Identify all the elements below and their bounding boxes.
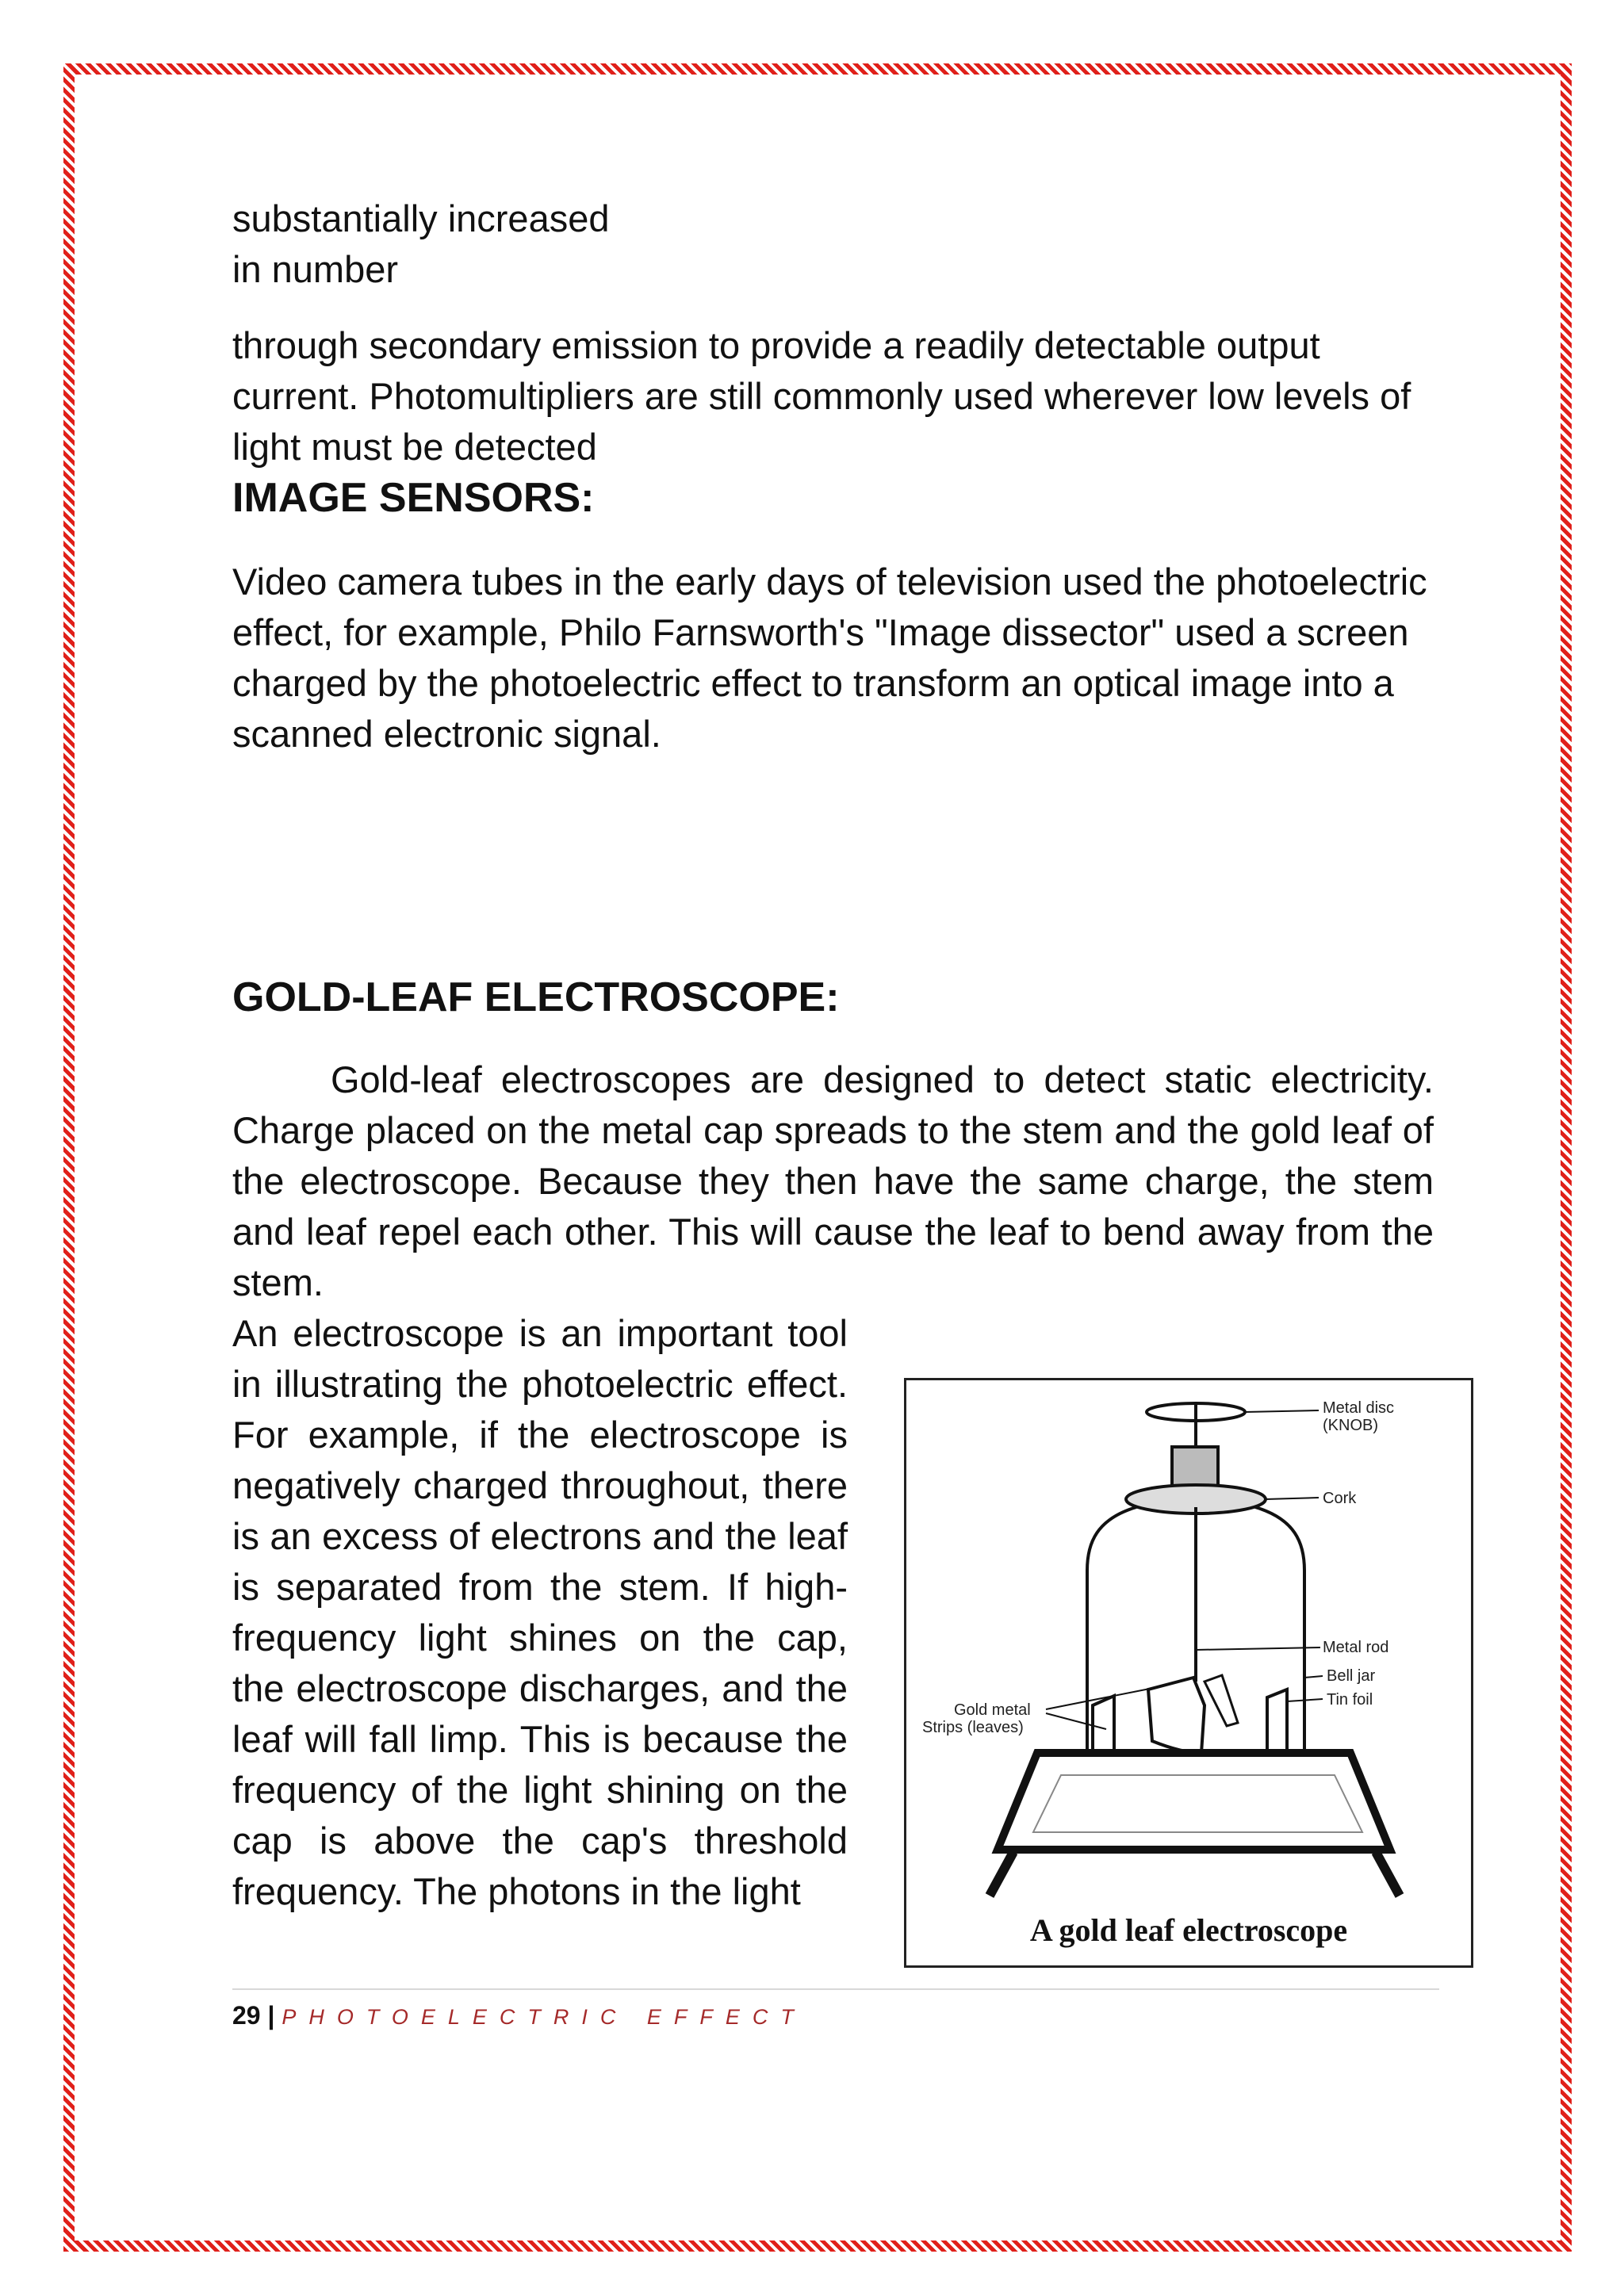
electroscope-drawing xyxy=(906,1380,1471,1965)
electroscope-heading: GOLD-LEAF ELECTROSCOPE: xyxy=(232,974,840,1020)
footer-separator: | xyxy=(267,2001,275,2030)
label-knob: (KNOB) xyxy=(1323,1417,1378,1434)
image-sensors-paragraph: Video camera tubes in the early days of television used the photoelectric effect, for example, Philo Farnsworth's "Image dissector" used a screen charged by the photoelectric effect to transform an optical image into a scanned electronic signal. xyxy=(232,561,1427,755)
electroscope-figure xyxy=(904,1378,1473,1968)
footer-rule xyxy=(232,1988,1439,1990)
page-footer xyxy=(232,1999,806,2033)
label-bell-jar: Bell jar xyxy=(1327,1667,1376,1685)
image-sensors-heading: IMAGE SENSORS: xyxy=(232,475,595,521)
page-number: 29 xyxy=(232,2001,261,2030)
continued-paragraph: through secondary emission to provide a readily detectable output current. Photomultipliers are still commonly used wherever low levels of light must be detected xyxy=(232,324,1411,468)
label-cork: Cork xyxy=(1323,1490,1357,1507)
label-tin-foil: Tin foil xyxy=(1327,1691,1373,1709)
electroscope-paragraph: Gold-leaf electroscopes are designed to detect static electricity. Charge placed on the metal cap spreads to the stem and the gold leaf of the electroscope. Because they then have the same charge, the stem and leaf repel each other. This will cause the leaf to bend away from the stem. xyxy=(232,1058,1434,1303)
label-metal-disc: Metal disc xyxy=(1323,1399,1395,1417)
footer-title: PHOTOELECTRIC EFFECT xyxy=(282,2005,806,2029)
label-metal-rod: Metal rod xyxy=(1323,1639,1389,1656)
label-gold-strips-2: Strips (leaves) xyxy=(922,1719,1024,1736)
label-gold-strips-1: Gold metal xyxy=(954,1701,1031,1719)
continued-line-1: substantially increased xyxy=(232,197,610,239)
electroscope-tool-paragraph: An electroscope is an important tool in illustrating the photoelectric effect. For example, if the electroscope is negatively charged throughout, there is an excess of electrons and the leaf is separated from the stem. If high-frequency light shines on the cap, the electroscope discharges, and the leaf will fall limp. This is because the frequency of the light shining on the cap is above the cap's threshold frequency. The photons in the light xyxy=(232,1312,848,1912)
continued-line-2: in number xyxy=(232,248,398,290)
figure-caption: A gold leaf electroscope xyxy=(1029,1912,1348,1948)
